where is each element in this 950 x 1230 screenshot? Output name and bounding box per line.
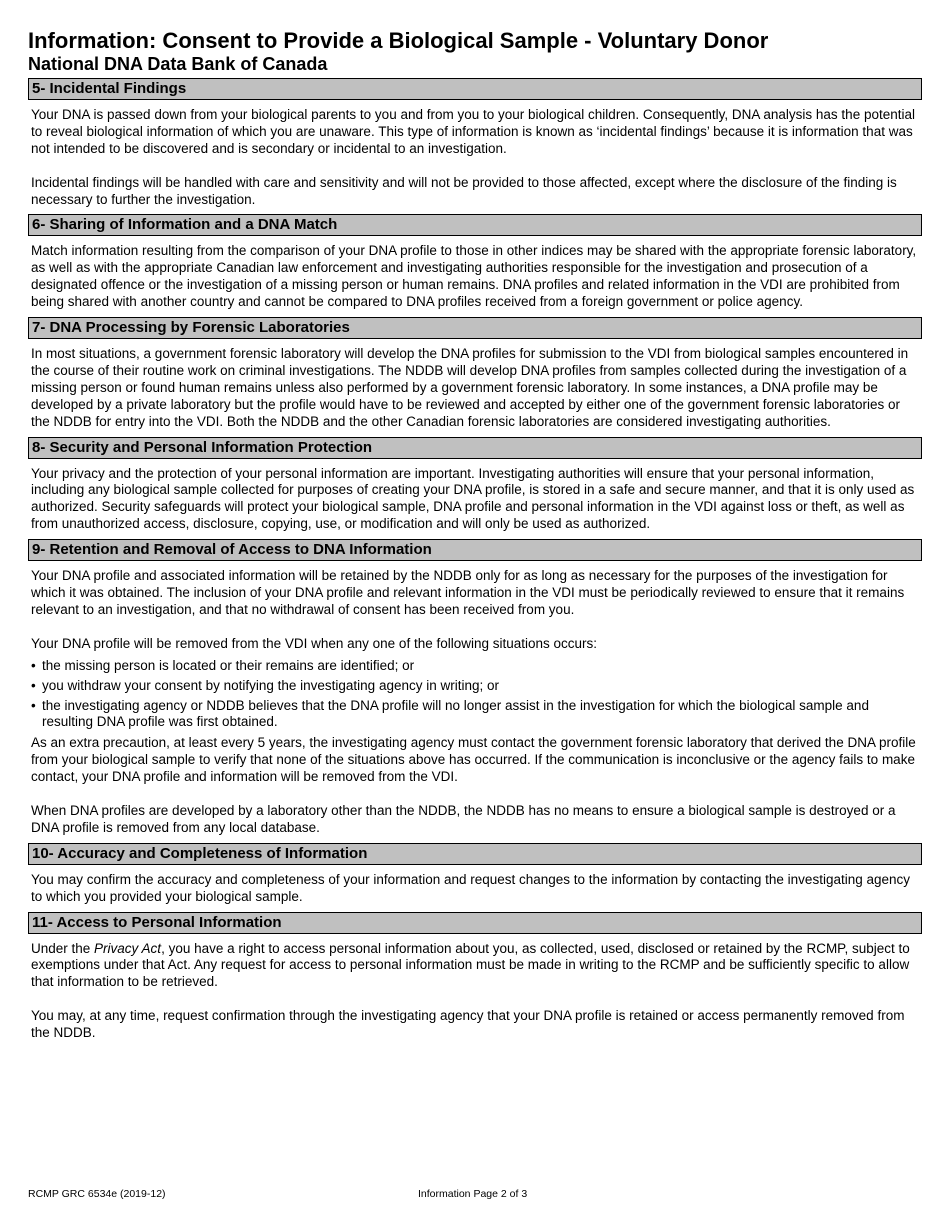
bullet-icon: • — [31, 657, 36, 673]
section-10-accuracy-completeness — [28, 843, 922, 912]
page-number: Information Page 2 of 3 — [418, 1188, 528, 1200]
paragraph: When DNA profiles are developed by a laboratory other than the NDDB, the NDDB has no means to ensure a biological sample is destroyed or a DNA profile is removed from any local database. — [31, 802, 896, 835]
privacy-act-citation: Privacy Act — [94, 940, 162, 956]
section-11-access-personal-information — [28, 912, 922, 1048]
list-item-text: the investigating agency or NDDB believes that the DNA profile will no longer assist in the investigation for which the biological sample and resulting DNA profile was first obtained. — [42, 697, 869, 730]
section-heading: 9- Retention and Removal of Access to DNA Information — [28, 539, 922, 561]
section-5-incidental-findings — [28, 78, 922, 214]
paragraph: You may, at any time, request confirmation through the investigating agency that your DNA profile is retained or access permanently removed from the NDDB. — [31, 1008, 905, 1041]
removal-conditions-list — [31, 658, 919, 732]
document-title: Information: Consent to Provide a Biological Sample - Voluntary Donor — [28, 28, 769, 53]
text-run: Under the — [31, 940, 95, 956]
paragraph: Your DNA is passed down from your biological parents to you and from you to your biological children. Consequently, DNA analysis has the potential to reveal biological information of which you are unaware. This type of information is known as ‘incidental findings’ because it is information that was not intended to be discovered and is secondary or incidental to an investigation. — [31, 107, 915, 156]
section-9-retention-removal — [28, 539, 922, 843]
paragraph: Match information resulting from the comparison of your DNA profile to those in other indices may be shared with the appropriate forensic laboratory, as well as with the appropriate Canadian law enforcement and investigating authorities responsible for the investigation and prosecution of a designated offence or the investigation of a missing person or human remains. DNA profiles and related information in the VDI are prohibited from being shared with another country and cannot be compared to DNA profiles received from a foreign government or police agency. — [31, 243, 917, 310]
list-item-text: the missing person is located or their remains are identified; or — [42, 657, 415, 673]
paragraph: Incidental findings will be handled with care and sensitivity and will not be provided to those affected, except where the disclosure of the finding is necessary to further the investigation. — [31, 174, 897, 207]
bullet-icon: • — [31, 677, 36, 693]
document-header — [28, 28, 922, 74]
list-item — [31, 698, 919, 732]
section-heading: 6- Sharing of Information and a DNA Match — [28, 214, 922, 236]
document-subtitle: National DNA Data Bank of Canada — [28, 54, 328, 74]
paragraph: As an extra precaution, at least every 5 years, the investigating agency must contact the government forensic laboratory that derived the DNA profile from your biological sample to verify that none of the situations above has occurred. If the communication is inconclusive or the agency fails to make contact, your DNA profile and information will be removed from the VDI. — [31, 735, 916, 785]
document-content — [28, 78, 922, 1048]
section-heading: 10- Accuracy and Completeness of Information — [28, 843, 922, 865]
paragraph: You may confirm the accuracy and completeness of your information and request changes to the information by contacting the investigating agency to which you provided your biological sample. — [31, 871, 911, 904]
section-heading: 8- Security and Personal Information Protection — [28, 437, 922, 459]
section-6-sharing-information — [28, 214, 922, 317]
section-heading: 11- Access to Personal Information — [28, 912, 922, 934]
form-identifier: RCMP GRC 6534e (2019-12) — [28, 1188, 166, 1200]
list-item — [31, 678, 919, 695]
section-heading: 7- DNA Processing by Forensic Laboratories — [28, 317, 922, 339]
list-item-text: you withdraw your consent by notifying the investigating agency in writing; or — [42, 677, 499, 693]
section-heading: 5- Incidental Findings — [28, 78, 922, 100]
section-8-security-protection — [28, 437, 922, 540]
paragraph — [31, 941, 919, 992]
section-7-dna-processing — [28, 317, 922, 437]
paragraph: Your privacy and the protection of your personal information are important. Investigating authorities will ensure that your personal information, including any biological sample collected for purposes of creating your DNA profile, is stored in a safe and secure manner, and that it is only used as authorized. Security safeguards will protect your biological sample, DNA profile and personal information in the VDI against loss or theft, as well as from unauthorized access, disclosure, copying, use, or modification and will only be used as authorized. — [31, 465, 915, 532]
paragraph: In most situations, a government forensic laboratory will develop the DNA profiles for submission to the VDI from biological samples encountered in the course of their routine work on criminal investigations. The NDDB will develop DNA profiles from samples collected during the investigation of a missing person or found human remains unless also performed by a government forensic laboratory. In some instances, a DNA profile may be developed by a private laboratory but the profile would have to be reviewed and accepted by either one of the government forensic laboratories or the NDDB for entry into the VDI. Both the NDDB and the other Canadian forensic laboratories are considered investigating authorities. — [31, 346, 909, 429]
bullet-icon: • — [31, 697, 36, 713]
list-item — [31, 658, 919, 675]
text-run: , you have a right to access personal information about you, as collected, used, disclosed or retained by the RCMP, subject to exemptions under that Act. Any request for access to personal information must be made in writing to the RCMP and be sufficiently specific to allow that information to be retrieved. — [31, 940, 910, 990]
paragraph: Your DNA profile will be removed from the VDI when any one of the following situations occurs: — [31, 635, 598, 651]
paragraph: Your DNA profile and associated information will be retained by the NDDB only for as long as necessary for the purposes of the investigation for which it was obtained. The inclusion of your DNA profile and relevant information in the VDI must be periodically reviewed to ensure that it remains relevant to an investigation, and that no withdrawal of consent has been received from you. — [31, 568, 905, 618]
